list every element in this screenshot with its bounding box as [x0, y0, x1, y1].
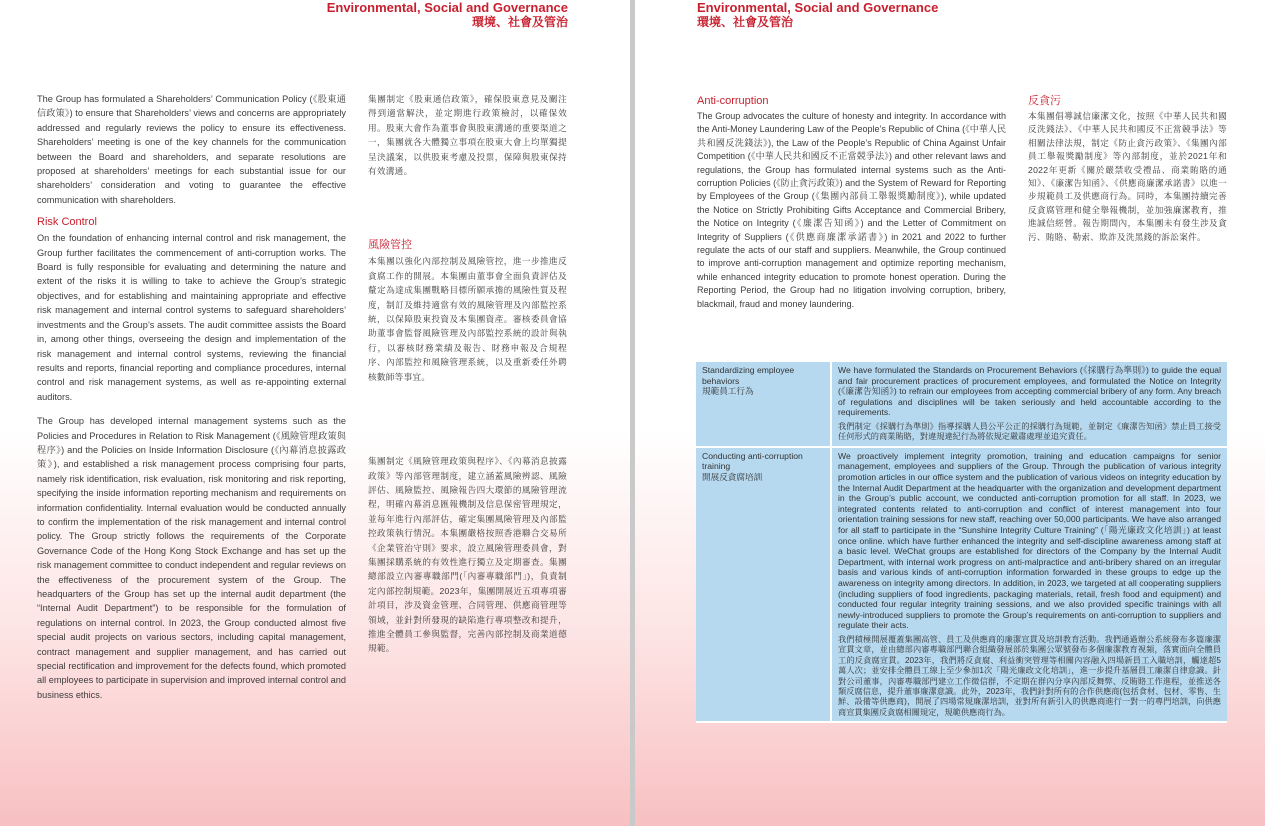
- shareholders-communication-paragraph-en: The Group has formulated a Shareholders’ Communication Policy (《股東通信政策》) to ensure that Shareholders’ views and concerns are appropriately addressed and regularly reviews the policy to ensure its effectiveness. Shareholders’ meeting is one of the key channels for the communication between the Board and shareholders, and separate resolutions are proposed at shareholders’ meetings for each substantial issue for our shareholders’ consideration and voting to guarantee the effective communication with shareholders.: [37, 94, 346, 205]
- table-row-label: [696, 362, 832, 446]
- header-title-zh: 環境、社會及管治: [471, 15, 568, 29]
- row-text-zh: 我們制定《採購行為準則》指導採購人員公平公正的採購行為規範，並制定《廉潔告知函》禁止員工接受任何形式的商業賄賂，對違規違紀行為將依規定嚴肅處理並追究責任。: [838, 421, 1221, 442]
- anti-corruption-heading-en: Anti-corruption: [697, 95, 769, 107]
- row-label-en: Standardizing employee behaviors: [702, 365, 795, 386]
- anti-corruption-heading-zh: 反貪污: [1028, 95, 1061, 107]
- anti-corruption-paragraph-en: The Group advocates the culture of honesty and integrity. In accordance with the Anti-Money Laundering Law of the People’s Republic of China (《中華人民共和國反洗錢法》), the Law of the People’s Republic of China Against Unfair Competition (《中華人民共和國反不正當競爭法》) and other relevant laws and regulations, the Group has formulated internal systems such as the Anti-corruption Policies (《防止貪污政策》) and the System of Reward for Reporting by Employees of the Group (《集團內部員工舉報獎勵制度》), while updated the Notice on Strictly Prohibiting Gifts Acceptance and Commercial Bribery, the Notice on Integrity (《廉潔告知函》) and the Letter of Commitment on Integrity of Suppliers (《供應商廉潔承諾書》) in 2021 and 2022 to further regulate the acts of our staff and suppliers. Meanwhile, the Group continued to improve anti-corruption management and optimize reporting mechanism, while enhanced integrity education to promote honest operation. During the Reporting Period, the Group had no litigation involving corruption, bribery, blackmail, fraud and money laundering.: [697, 111, 1006, 309]
- table-row: [696, 448, 1227, 723]
- row-label-zh: 開展反貪腐培訓: [702, 471, 763, 482]
- table-row-content: [832, 362, 1227, 446]
- header-title-zh-right: 環境、社會及管治: [697, 15, 794, 29]
- anti-corruption-paragraph-zh: 本集團倡導誠信廉潔文化，按照《中華人民共和國反洗錢法》、《中華人民共和國反不正當競爭法》等相關法律法規，制定《防止貪污政策》、《集團內部員工舉報獎勵制度》等內部制度，並於2021年和2022年更新《關於嚴禁收受禮品、商業賄賂的通知》、《廉潔告知函》、《供應商廉潔承諾書》以進一步規範員工及供應商行為。同時，本集團持續完善反貪腐管理和健全舉報機制，並加強廉潔教育，推進誠信經營。報告期間內，本集團未有發生涉及貪污、賄賂、勒索、欺詐及洗黑錢的訴訟案件。: [1028, 111, 1227, 242]
- risk-control-heading-zh: 風險管控: [368, 239, 412, 252]
- header-title-en: Environmental, Social and Governance: [326, 0, 568, 15]
- shareholders-communication-paragraph-zh: 集團制定《股東通信政策》，確保股東意見及關注得到適當解決，並定期進行政策檢討，以確保效用。股東大會作為董事會與股東溝通的重要渠道之一，集團就各大體獨立事項在股東大會上均單獨提呈決議案，以供股東考慮及投票，保障與股東保持有效溝通。: [368, 94, 567, 177]
- left-page: [0, 0, 630, 826]
- anti-corruption-english-column: [697, 94, 1006, 311]
- header-title-en-right: Environmental, Social and Governance: [697, 0, 939, 15]
- anti-corruption-measures-table: [696, 362, 1227, 723]
- row-label-en: Conducting anti-corruption training: [702, 450, 803, 472]
- row-text-en: We have formulated the Standards on Procurement Behaviors (《採購行為準則》) to guide the equal and fair procurement practices of procurement employees, and formulated the Notice on Integrity (《廉潔告知函》) to refrain our employees from accepting commercial bribery of any form. Any breach of regulations and disciplines will be taken seriously and held accountable according to the requirements.: [838, 365, 1221, 418]
- left-chinese-column: [368, 92, 567, 656]
- risk-control-paragraph-zh: 本集團以強化內部控制及風險管控，進一步推進反貪腐工作的開展。本集團由董事會全面負責評估及釐定為達成集團戰略目標所願承擔的風險性質及程度，制訂及維持適當有效的風險管理及內部監控系統，以保障股東投資及本集團資產。審核委員會協助董事會監督風險管理及內部監控系統的設計與執行，以審核財務業績及報告、財務申報及合規程序、內部監控和風險管理系統，以及重新委任外聘核數師等事宜。: [368, 256, 567, 382]
- table-row-content: [832, 448, 1227, 721]
- row-text-zh: 我們積極開展覆蓋集團高管、員工及供應商的廉潔宣貫及培訓教育活動。我們通過辦公系統發布多篇廉潔宣貫文章，並由總部內審專職部門聯合組織發展部於集團公眾號發布多個廉潔教育視頻，落實面向全體員工的反貪腐宣貫。2023年，我們將反貪腐、利益衝突管理等相關內容融入四場新員工入職培訓，觸達超5萬人次；並安排全體員工線上至少參加1次「陽光廉政文化培訓」，進一步提升基層員工廉潔自律意識。針對公司董事，內審專職部門建立工作微信群，不定期在群內分享內部反舞弊、反賄賂工作進程，並推送各類反腐信息，提升董事廉潔意識。此外，2023年，我們針對所有的合作供應商(包括食材、包材、零售、生鮮、設備等供應商)，開展了四場常規廉潔培訓，並對所有新引入的供應商進行一對一的專門培訓，向供應商宣貫集團反貪腐相關規定，規範供應商行為。: [838, 634, 1221, 717]
- table-row-label: [696, 448, 832, 721]
- left-english-column: [37, 92, 346, 702]
- internal-management-paragraph-zh: 集團制定《風險管理政策與程序》、《內幕消息披露政策》等內部管理制度，建立涵蓋風險辨認、風險評估、風險監控、風險報告四大環節的風險管理流程，明確內幕消息匯報機制及信息保密管理規定，並每年進行內部評估，確定集團風險管理及內部監控政策執行情況。本集團嚴格按照香港聯合交易所《企業管治守則》要求，設立風險管理委員會，對集團採購系統的有效性進行獨立及定期審查。集團總部設立內審專職部門(「內審專職部門」)，負責制定內部控制規範。2023年，集團開展近五項專項審計項目，涉及資金管理、合同管理、供應商管理等領域，並針對所發現的缺陷進行專項整改和提升，推進全體員工參與監督，完善內部控制及商業道德規範。: [368, 456, 567, 654]
- risk-control-heading-en: Risk Control: [37, 216, 97, 229]
- row-label-zh: 規範員工行為: [702, 386, 754, 397]
- internal-management-paragraph-en: The Group has developed internal management systems such as the Policies and Procedures in Relation to Risk Management (《風險管理政策與程序》) and the Policies on Inside Information Disclosure (《內幕消息披露政策》), and established a risk management process comprising four parts, namely risk identification, risk evaluation, risk monitoring and risk reporting, specifying the inside information reporting mechanism and requirements on information confidentiality. Internal evaluation would be conducted annually to confirm the implementation of the risk management and internal control policy. The Group strictly follows the requirements of the Corporate Governance Code of the Hong Kong Stock Exchange and has set up the risk management committee to conduct independent and regular reviews on the effectiveness of the procurement system of the Group. The headquarters of the Group has set up the internal audit department (the “Internal Audit Department”) to be responsible for the formulation of regulations on internal control. In 2023, the Group conducted almost five special audit projects on various sectors, including capital management, contract management and supplier management, and has carried out special rectification and improvement for the defects found, which promoted all employees to participate in supervision and improved internal control and business ethics.: [37, 416, 346, 700]
- anti-corruption-chinese-column: [1028, 94, 1227, 244]
- risk-control-paragraph-en: On the foundation of enhancing internal control and risk management, the Group further facilitates the commencement of anti-corruption works. The Board is fully responsible for evaluating and determining the nature and extent of the risks it is willing to take to achieve the Group’s strategic objectives, and for establishing and maintaining appropriate and effective risk management and internal control systems to safeguard shareholders’ investments and the Group’s assets. The audit committee assists the Board in, among other things, overseeing the design and implementation of the risk management and internal control systems, reviewing the financial results and reports, financial reporting and compliance procedures, internal control and risk management systems, as well as re-appointing external auditors.: [37, 233, 346, 402]
- table-row: [696, 362, 1227, 448]
- row-text-en: We proactively implement integrity promotion, training and education campaigns for senior management, employees and suppliers of the Group. Through the publication of various integrity promotion articles in our office system and the publication of various videos on integrity education by the Internal Audit Department at the headquarter with the organization and development department in the Group’s public account, we conducted anti-corruption promotion for all staff. In 2023, we integrated contents related to anti-corruption and conflict of interest management into four orientation training sessions for new staff, reaching over 50,000 participants. We have also arranged for all staff to participate in the “Sunshine Integrity Culture Training” (「陽光廉政文化培訓」) at least once online. which have further enhanced the integrity and self-discipline awareness among staff at a basic level. WeChat groups are established for directors of the Company by the Internal Audit Department, with internal work progress on anti-malpractice and anti-bribery shared on an irregular basis and various kinds of anti-corruption information forwarded in these groups to edge up the awareness on integrity among directors. In addition, in 2023, we targeted at all cooperating suppliers (including suppliers of food ingredients, packaging materials, retail, fresh food and equipment) and conducted four regular integrity training sessions, and we also provided specific trainings with all newly-introduced suppliers to promote the Group’s requirements on anti-corruption to suppliers and regulate their acts.: [838, 450, 1221, 631]
